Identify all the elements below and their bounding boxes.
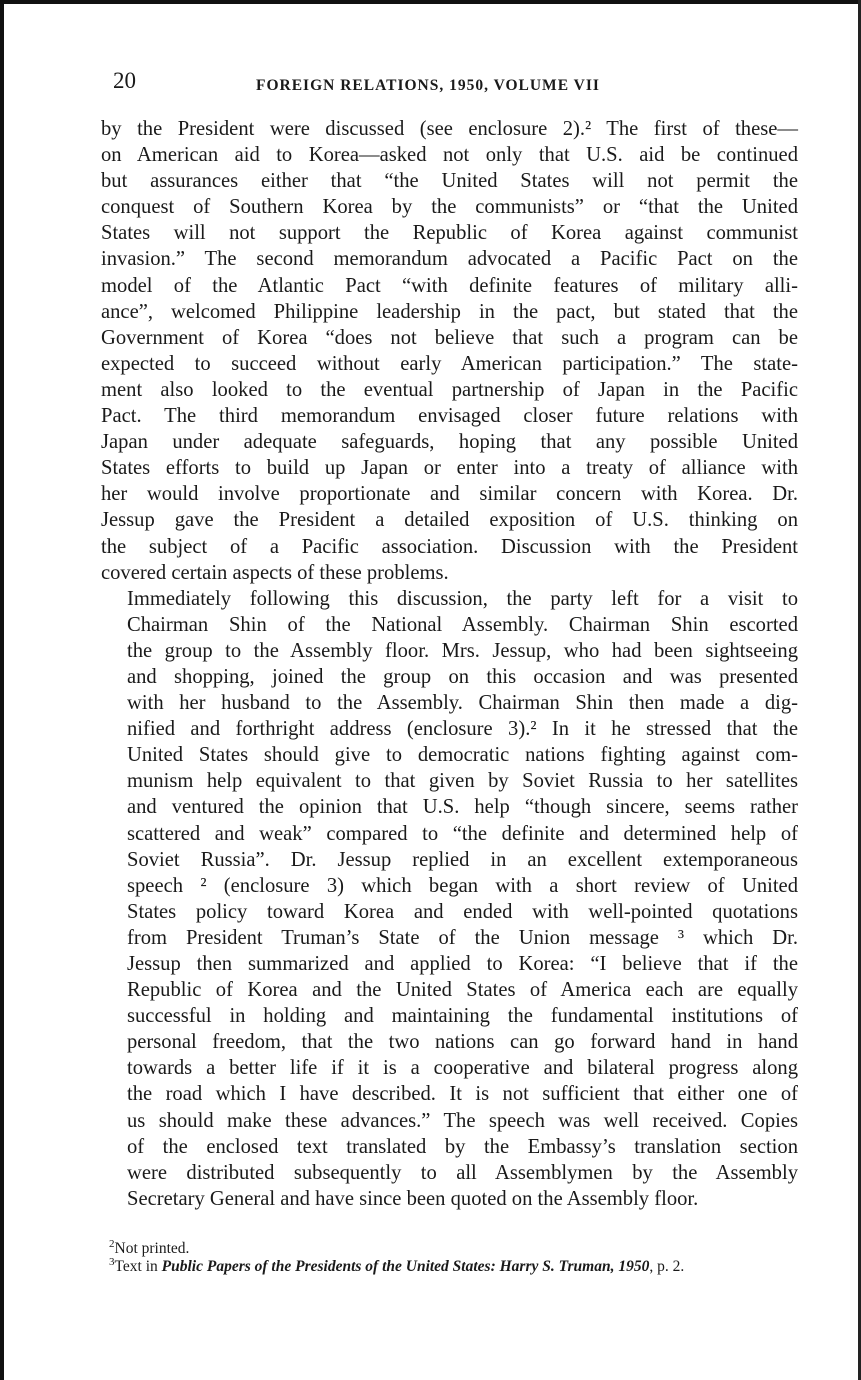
page-header <box>113 68 793 98</box>
text-line: with her husband to the Assembly. Chairman Shin then made a dig- <box>127 692 798 715</box>
text-line: States efforts to build up Japan or enter into a treaty of alliance with <box>101 457 798 480</box>
text-line: were distributed subsequently to all Assemblymen by the Assembly <box>127 1161 798 1184</box>
text-line: Secretary General and have since been quoted on the Assembly floor. <box>127 1187 699 1210</box>
text-line: towards a better life if it is a cooperative and bilateral progress along <box>127 1057 798 1080</box>
running-title: FOREIGN RELATIONS, 1950, VOLUME VII <box>256 77 600 94</box>
text-line: scattered and weak” compared to “the definite and determined help of <box>127 822 798 845</box>
paragraph-2 <box>101 586 798 1212</box>
footnote-3 <box>97 1255 797 1276</box>
paragraph-1 <box>101 116 798 586</box>
text-line: and ventured the opinion that U.S. help “though sincere, seems rather <box>127 796 798 819</box>
text-line: successful in holding and maintaining the fundamental institutions of <box>127 1005 798 1028</box>
footnote-2-text: Not printed. <box>114 1240 190 1257</box>
footnote-2-marker: 2 <box>109 1237 115 1250</box>
text-line: by the President were discussed (see enclosure 2).² The first of these— <box>101 118 798 140</box>
text-line: Republic of Korea and the United States of America each are equally <box>127 979 798 1002</box>
text-line: United States should give to democratic nations fighting against com- <box>127 744 798 767</box>
footnote-3-title: Public Papers of the Presidents of the United States: Harry S. Truman, 1950 <box>161 1258 650 1275</box>
body-text <box>101 116 798 1212</box>
text-line: States will not support the Republic of Korea against communist <box>101 222 798 245</box>
text-line: from President Truman’s State of the Union message ³ which Dr. <box>127 926 798 949</box>
footnotes <box>97 1237 797 1276</box>
text-line: conquest of Southern Korea by the communists” or “that the United <box>101 196 798 219</box>
text-line: Japan under adequate safeguards, hoping that any possible United <box>101 431 798 454</box>
text-line: States policy toward Korea and ended with well-pointed quotations <box>127 900 798 923</box>
footnote-3-suffix: , p. 2. <box>649 1258 685 1275</box>
text-line: personal freedom, that the two nations can go forward hand in hand <box>127 1031 798 1054</box>
text-line: Jessup then summarized and applied to Korea: “I believe that if the <box>127 953 798 975</box>
page-number: 20 <box>113 68 136 93</box>
scan-border-top <box>0 0 861 4</box>
text-line: us should make these advances.” The speech was well received. Copies <box>127 1109 798 1132</box>
text-line: Immediately following this discussion, the party left for a visit to <box>127 587 798 610</box>
footnote-2 <box>97 1237 797 1258</box>
text-line: model of the Atlantic Pact “with definite features of military alli- <box>101 274 798 297</box>
text-line: Pact. The third memorandum envisaged closer future relations with <box>101 405 798 428</box>
text-line: the group to the Assembly floor. Mrs. Jessup, who had been sightseeing <box>127 639 798 662</box>
text-line: munism help equivalent to that given by Soviet Russia to her satellites <box>127 770 798 793</box>
text-line: and shopping, joined the group on this occasion and was presented <box>127 665 798 688</box>
text-line: on American aid to Korea—asked not only that U.S. aid be continued <box>101 144 798 167</box>
text-line: but assurances either that “the United States will not permit the <box>101 170 798 193</box>
text-line: Soviet Russia”. Dr. Jessup replied in an excellent extemporaneous <box>127 848 798 871</box>
text-line: the subject of a Pacific association. Discussion with the President <box>101 535 798 558</box>
text-line: speech ² (enclosure 3) which began with a short review of United <box>127 874 798 897</box>
text-line: invasion.” The second memorandum advocated a Pacific Pact on the <box>101 248 798 271</box>
text-line: the road which I have described. It is not sufficient that either one of <box>127 1083 798 1106</box>
scan-border-left <box>0 0 4 1380</box>
text-line: covered certain aspects of these problems. <box>101 561 449 584</box>
text-line: ance”, welcomed Philippine leadership in the pact, but stated that the <box>101 300 798 323</box>
footnote-3-marker: 3 <box>109 1255 115 1268</box>
text-line: her would involve proportionate and similar concern with Korea. Dr. <box>101 483 798 506</box>
footnote-3-prefix: Text in <box>114 1258 162 1275</box>
text-line: ment also looked to the eventual partnership of Japan in the Pacific <box>101 378 798 401</box>
text-line: Chairman Shin of the National Assembly. Chairman Shin escorted <box>127 613 798 636</box>
text-line: Government of Korea “does not believe that such a program can be <box>101 326 798 349</box>
text-line: Jessup gave the President a detailed exposition of U.S. thinking on <box>101 509 798 532</box>
text-line: of the enclosed text translated by the Embassy’s translation section <box>127 1135 798 1158</box>
text-line: nified and forthright address (enclosure 3).² In it he stressed that the <box>127 718 798 741</box>
text-line: expected to succeed without early American participation.” The state- <box>101 352 798 375</box>
